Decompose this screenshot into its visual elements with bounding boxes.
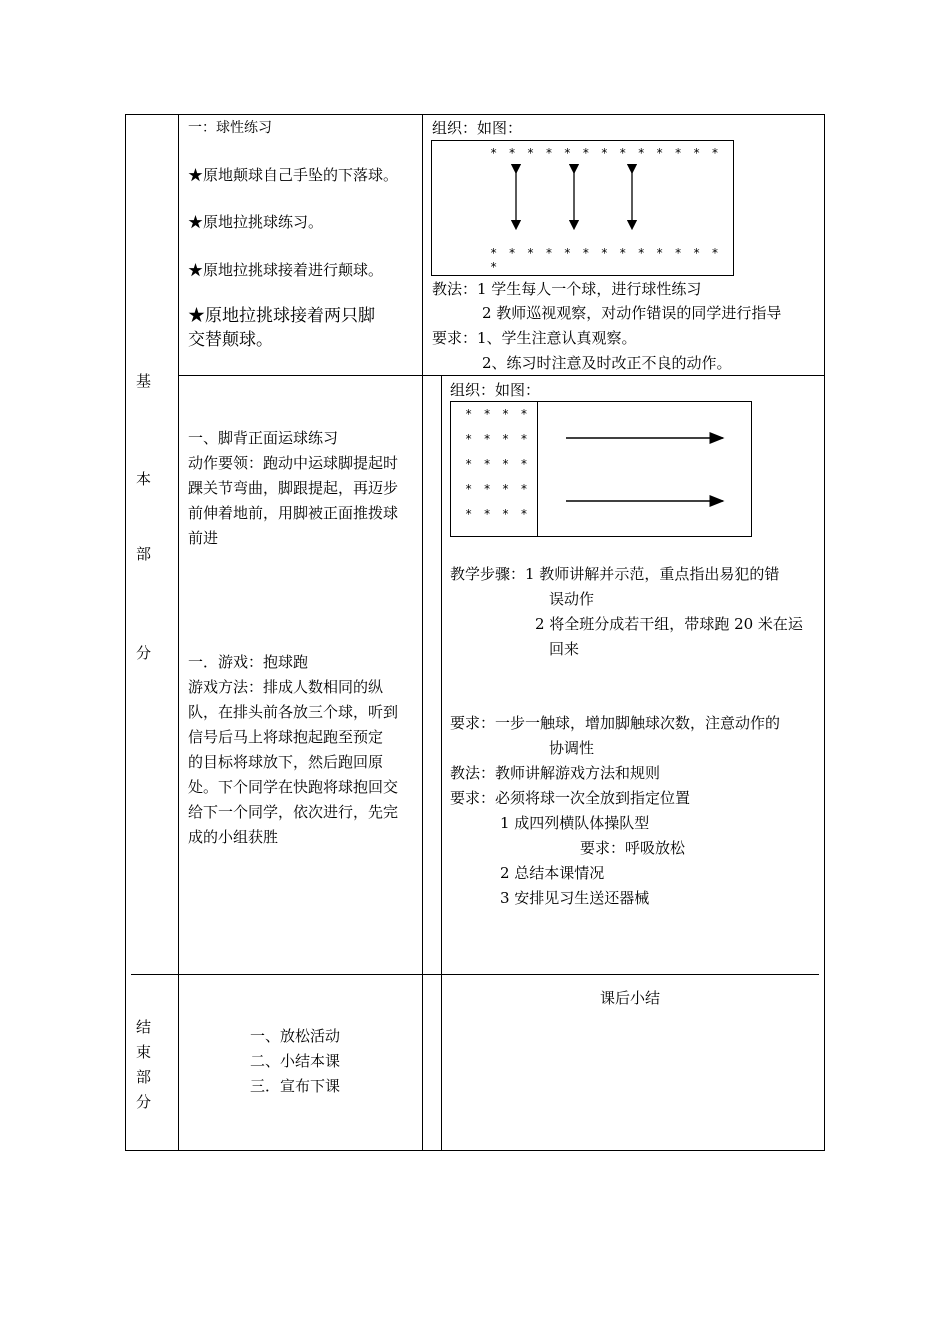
practice-item: ★原地拉挑球接着进行颠球。 — [188, 261, 384, 279]
drill-text: 踝关节弯曲，脚跟提起，再迈步 — [188, 479, 399, 497]
section-char: 分 — [136, 1093, 152, 1111]
section-char: 结 — [136, 1018, 152, 1036]
section-char: 基 — [136, 372, 152, 390]
stars-row: * * * * — [465, 457, 530, 471]
practice-item: 交替颠球。 — [188, 330, 273, 350]
practice-item: ★原地拉挑球接着两只脚 — [188, 306, 375, 326]
requirement: 2、练习时注意及时改正不良的动作。 — [482, 354, 732, 372]
closing-item: 3 安排见习生送还器械 — [500, 889, 650, 907]
game-text: 游戏方法：排成人数相同的纵 — [188, 678, 384, 696]
practice-title: 一：球性练习 — [188, 120, 272, 136]
section-char: 分 — [136, 644, 152, 662]
org-label: 组织：如图： — [432, 119, 523, 137]
teaching-method: 教法：1 学生每人一个球，进行球性练习 — [432, 280, 702, 298]
game-text: 给下一个同学，依次进行，先完 — [188, 803, 399, 821]
requirement: 要求：1、学生注意认真观察。 — [432, 329, 637, 347]
section-char: 本 — [136, 470, 152, 488]
game-text: 处。下个同学在快跑将球抱回交 — [188, 778, 399, 796]
post-class-summary-title: 课后小结 — [600, 989, 661, 1007]
game-title: 一．游戏：抱球跑 — [188, 653, 309, 671]
teaching-method: 2 教师巡视观察，对动作错误的同学进行指导 — [482, 304, 782, 322]
column-divider-3 — [441, 375, 442, 1151]
requirement: 要求：一步一触球，增加脚触球次数，注意动作的 — [450, 714, 781, 732]
teaching-step: 回来 — [549, 640, 580, 658]
stars-row: * * * * — [465, 432, 530, 446]
closing-item-requirement: 要求：呼吸放松 — [580, 839, 686, 857]
practice-item: ★原地颠球自己手坠的下落球。 — [188, 166, 399, 184]
table-border-bottom — [125, 1150, 825, 1151]
game-text: 的目标将球放下，然后跑回原 — [188, 753, 384, 771]
dribble-arrows — [451, 402, 753, 538]
practice-item: ★原地拉挑球练习。 — [188, 213, 324, 231]
row-divider-2 — [131, 974, 819, 975]
table-border-left — [125, 114, 126, 1151]
stars-row-top: * * * * * * * * * * * * * — [490, 146, 721, 160]
teaching-step: 2 将全班分成若干组，带球跑 20 米在运 — [535, 615, 803, 633]
teaching-method: 教法：教师讲解游戏方法和规则 — [450, 764, 661, 782]
teaching-step: 误动作 — [549, 590, 595, 608]
drill-text: 前伸着地前，用脚被正面推拨球 — [188, 504, 399, 522]
stars-row: * * * * — [465, 507, 530, 521]
ending-item: 一、放松活动 — [250, 1027, 341, 1045]
closing-item: 1 成四列横队体操队型 — [500, 814, 650, 832]
table-border-top — [125, 114, 825, 115]
closing-item: 2 总结本课情况 — [500, 864, 605, 882]
drill-text: 前进 — [188, 529, 219, 547]
stars-row-bottom: * * * * * * * * * * * * * * — [490, 246, 721, 274]
game-text: 信号后马上将球抱起跑至预定 — [188, 728, 384, 746]
requirement: 协调性 — [549, 739, 595, 757]
requirement: 要求：必须将球一次全放到指定位置 — [450, 789, 691, 807]
org-label: 组织：如图： — [450, 381, 541, 399]
formation-diagram-2 — [450, 401, 752, 537]
section-char: 束 — [136, 1043, 152, 1061]
formation-diagram-1 — [431, 140, 734, 276]
ending-item: 二、小结本课 — [250, 1052, 341, 1070]
game-text: 成的小组获胜 — [188, 828, 279, 846]
game-text: 队，在排头前各放三个球，听到 — [188, 703, 399, 721]
drill-title: 一、脚背正面运球练习 — [188, 429, 339, 447]
stars-row: * * * * — [465, 407, 530, 421]
section-char: 部 — [136, 1068, 152, 1086]
drill-text: 动作要领：跑动中运球脚提起时 — [188, 454, 399, 472]
teaching-step: 教学步骤：1 教师讲解并示范，重点指出易犯的错 — [450, 565, 780, 583]
column-divider-2 — [422, 114, 423, 1151]
section-char: 部 — [136, 545, 152, 563]
column-divider-1 — [178, 114, 179, 1151]
table-border-right — [824, 114, 825, 1151]
stars-row: * * * * — [465, 482, 530, 496]
ending-item: 三．宣布下课 — [250, 1077, 341, 1095]
